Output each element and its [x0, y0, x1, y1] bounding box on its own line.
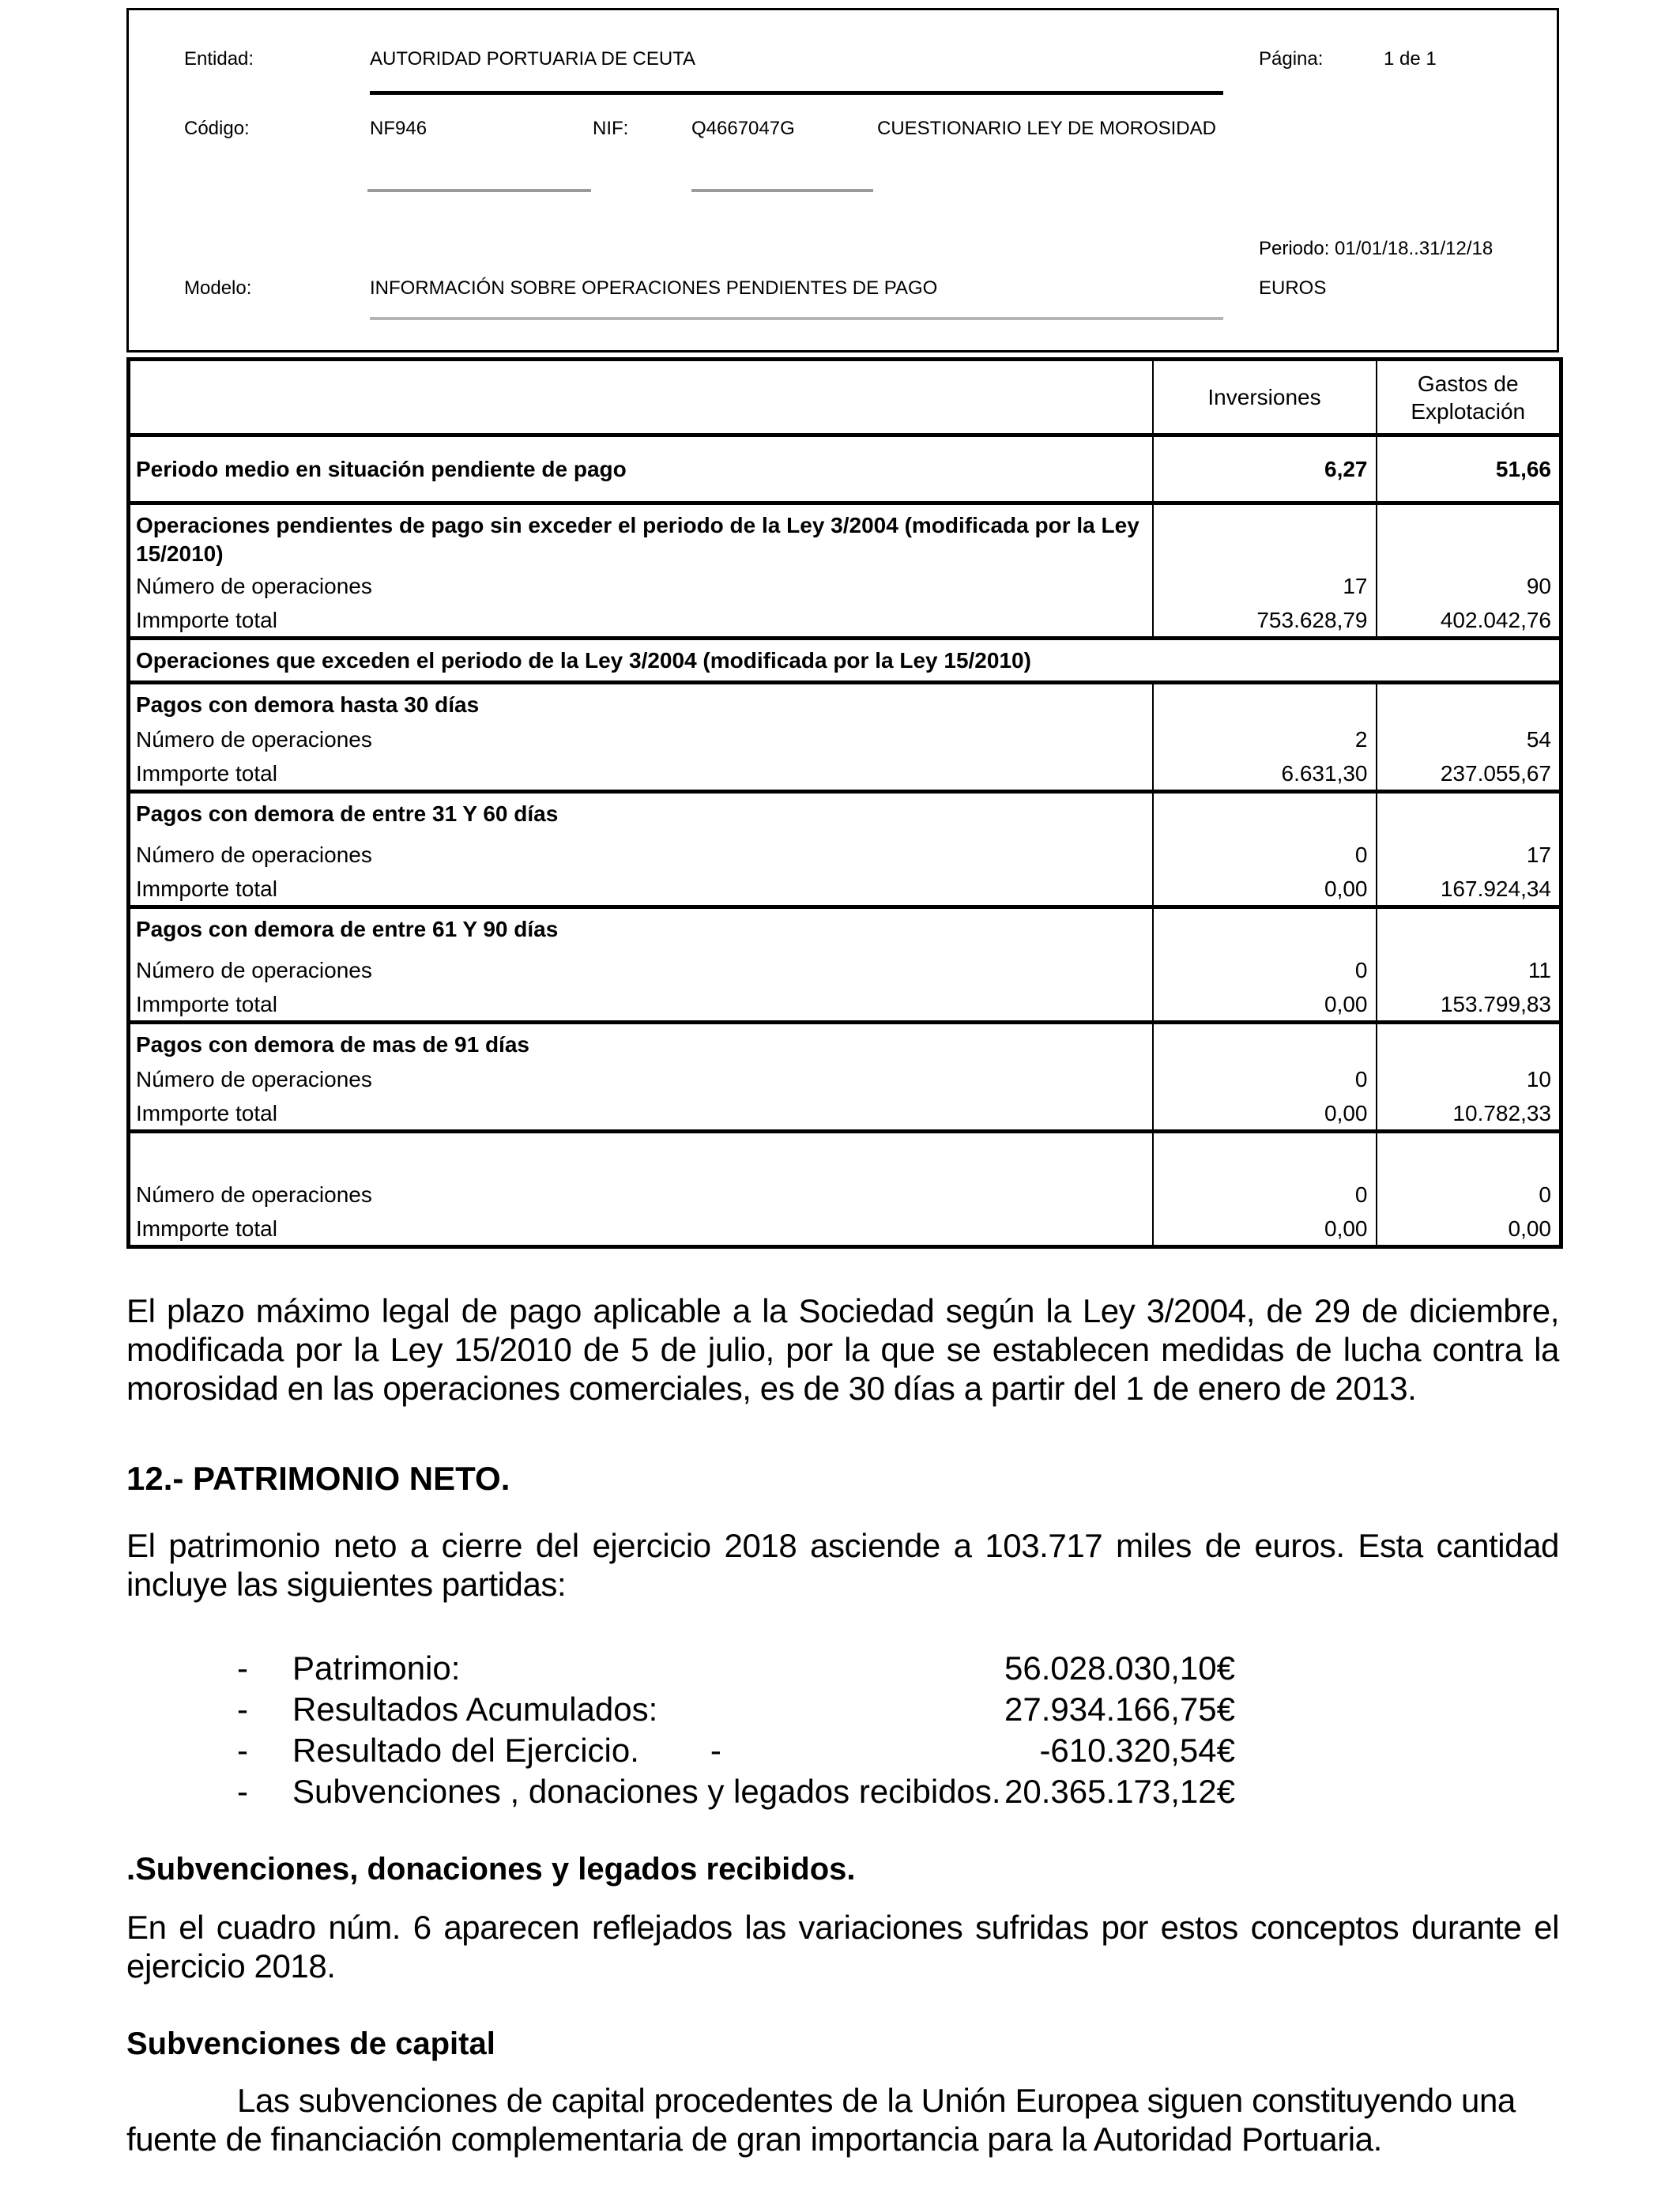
importe-total-label: Immporte total [136, 1216, 277, 1241]
modelo-value: INFORMACIÓN SOBRE OPERACIONES PENDIENTES DE PAGO [370, 277, 938, 299]
paragraph-subvenciones-capital: Las subvenciones de capital procedentes de la Unión Europea siguen constituyendo una fuente de financiación complementaria de gran importancia para la Autoridad Portuaria. [126, 2082, 1516, 2158]
group-sin-exceder-numero-row [129, 569, 1561, 604]
empty-cell [1153, 683, 1377, 722]
numero-inversiones-value: 0 [1153, 1178, 1377, 1212]
partida-amount: 27.934.166,75€ [1004, 1691, 1235, 1728]
entidad-underline [370, 91, 1223, 95]
group-sin-titulo-title [129, 1132, 1153, 1178]
modelo-underline [370, 317, 1223, 320]
importe-total-label: Immporte total [129, 757, 1153, 792]
list-item [237, 1730, 1235, 1771]
partida-amount: -610.320,54€ [1039, 1732, 1235, 1769]
paragraph-patrimonio-neto: El patrimonio neto a cierre del ejercicio 2018 asciende a 103.717 miles de euros. Esta cantidad incluye las siguientes partidas: [126, 1527, 1559, 1603]
group-hasta-30-importe-row [129, 757, 1561, 792]
entidad-label: Entidad: [184, 48, 254, 70]
numero-gastos-value: 54 [1377, 722, 1561, 757]
partidas-list [237, 1648, 1235, 1812]
codigo-value: NF946 [370, 118, 428, 139]
column-header-gastos-explotacion: Gastos de Explotación [1377, 360, 1561, 435]
numero-inversiones-value: 2 [1153, 722, 1377, 757]
euros-label: EUROS [1259, 277, 1327, 299]
row-operaciones-exceden [129, 639, 1561, 683]
numero-operaciones-label: Número de operaciones [136, 957, 372, 982]
importe-total-label: Immporte total [129, 1097, 1153, 1132]
importe-gastos-value: 237.055,67 [1377, 757, 1561, 792]
partida-label [292, 1730, 1039, 1771]
group-sin-exceder-title-row [129, 503, 1561, 569]
numero-operaciones-label: Número de operaciones [136, 573, 372, 598]
numero-gastos-value: 11 [1377, 953, 1561, 988]
heading-patrimonio-neto: 12.- PATRIMONIO NETO. [126, 1460, 510, 1497]
cuestionario-title: CUESTIONARIO LEY DE MOROSIDAD [877, 118, 1216, 139]
group-61-90-numero-row [129, 953, 1561, 988]
entidad-value: AUTORIDAD PORTUARIA DE CEUTA [370, 48, 696, 70]
group-mas-91-title: Pagos con demora de mas de 91 días [136, 1032, 529, 1057]
importe-gastos-value: 402.042,76 [1377, 604, 1561, 639]
partida-label: Subvenciones , donaciones y legados recibidos. [292, 1773, 1001, 1810]
paragraph-plazo-legal: El plazo máximo legal de pago aplicable a la Sociedad según la Ley 3/2004, de 29 de diciembre, modificada por la Ley 15/2010 de 5 de julio, por la que se establecen medidas de lucha contra la morosidad en las operaciones comerciales, es de 30 días a partir del 1 de enero de 2013. [126, 1292, 1559, 1407]
partida-amount: 20.365.173,12€ [1004, 1773, 1235, 1810]
nif-value: Q4667047G [691, 118, 795, 139]
partida-amount: 56.028.030,10€ [1004, 1649, 1235, 1687]
group-hasta-30-title: Pagos con demora hasta 30 días [136, 692, 480, 718]
codigo-underline [367, 189, 591, 192]
numero-operaciones-label: Número de operaciones [136, 842, 372, 867]
list-dash: - [237, 1649, 248, 1687]
numero-gastos-value: 0 [1377, 1178, 1561, 1212]
importe-gastos-value: 167.924,34 [1377, 873, 1561, 907]
group-31-60-numero-row [129, 838, 1561, 873]
numero-inversiones-value: 0 [1153, 953, 1377, 988]
list-dash: - [237, 1732, 248, 1769]
numero-gastos-value: 17 [1377, 838, 1561, 873]
numero-operaciones-label: Número de operaciones [136, 726, 372, 752]
empty-cell [1377, 503, 1561, 569]
empty-cell [1377, 683, 1561, 722]
group-sin-exceder-title: Operaciones pendientes de pago sin exceder el periodo de la Ley 3/2004 (modificada por la Ley 15/2010) [136, 513, 1139, 567]
importe-inversiones-value: 0,00 [1153, 873, 1377, 907]
operaciones-exceden-title: Operaciones que exceden el periodo de la Ley 3/2004 (modificada por la Ley 15/2010) [129, 639, 1561, 683]
periodo-medio-label: Periodo medio en situación pendiente de pago [129, 435, 1153, 503]
importe-total-label: Immporte total [129, 873, 1153, 907]
group-31-60-importe-row [129, 873, 1561, 907]
empty-cell [1377, 1132, 1561, 1178]
group-mas-91-numero-row [129, 1062, 1561, 1097]
periodo-value: Periodo: 01/01/18..31/12/18 [1259, 238, 1494, 259]
empty-cell [1377, 792, 1561, 838]
empty-cell [1377, 907, 1561, 953]
empty-cell [1153, 792, 1377, 838]
table-header-row [129, 360, 1561, 435]
numero-operaciones-label: Número de operaciones [136, 1066, 372, 1091]
numero-inversiones-value: 0 [1153, 1062, 1377, 1097]
importe-inversiones-value: 6.631,30 [1153, 757, 1377, 792]
numero-inversiones-value: 17 [1153, 569, 1377, 604]
paragraph-cuadro-6: En el cuadro núm. 6 aparecen reflejados las variaciones sufridas por estos conceptos durante el ejercicio 2018. [126, 1909, 1559, 1985]
group-sin-titulo-title-row [129, 1132, 1561, 1178]
numero-gastos-value: 90 [1377, 569, 1561, 604]
heading-subvenciones-capital: Subvenciones de capital [126, 2026, 495, 2061]
header-empty-cell [129, 360, 1153, 435]
group-61-90-importe-row [129, 988, 1561, 1023]
morosidad-table [126, 357, 1563, 1249]
list-item [237, 1771, 1235, 1812]
group-mas-91-importe-row [129, 1097, 1561, 1132]
list-item [237, 1648, 1235, 1689]
heading-subvenciones-donaciones: .Subvenciones, donaciones y legados recibidos. [126, 1852, 856, 1887]
empty-cell [1153, 503, 1377, 569]
pagina-value: 1 de 1 [1384, 48, 1437, 70]
group-61-90-title-row [129, 907, 1561, 953]
list-dash: - [237, 1691, 248, 1728]
group-sin-exceder-importe-row [129, 604, 1561, 639]
importe-inversiones-value: 0,00 [1153, 1097, 1377, 1132]
nif-label: NIF: [593, 118, 629, 139]
group-mas-91-title-row [129, 1023, 1561, 1062]
empty-cell [1377, 1023, 1561, 1062]
numero-gastos-value: 10 [1377, 1062, 1561, 1097]
numero-operaciones-label: Número de operaciones [136, 1182, 372, 1207]
importe-inversiones-value: 753.628,79 [1153, 604, 1377, 639]
form-header-box [126, 8, 1559, 352]
importe-gastos-value: 10.782,33 [1377, 1097, 1561, 1132]
empty-cell [1153, 1132, 1377, 1178]
group-61-90-title: Pagos con demora de entre 61 Y 90 días [136, 917, 559, 942]
column-header-inversiones: Inversiones [1153, 360, 1377, 435]
importe-total-label: Immporte total [129, 988, 1153, 1023]
partida-label: Resultados Acumulados: [292, 1691, 658, 1728]
codigo-label: Código: [184, 118, 250, 139]
importe-inversiones-value: 0,00 [1153, 988, 1377, 1023]
importe-gastos-value: 0,00 [1377, 1212, 1561, 1247]
row-periodo-medio [129, 435, 1561, 503]
nif-underline [691, 189, 873, 192]
group-hasta-30-title-row [129, 683, 1561, 722]
importe-inversiones-value: 0,00 [1153, 1212, 1377, 1247]
importe-total-label: Immporte total [129, 604, 1153, 639]
group-31-60-title-row [129, 792, 1561, 838]
empty-cell [1153, 907, 1377, 953]
periodo-medio-gastos: 51,66 [1377, 435, 1561, 503]
group-hasta-30-numero-row [129, 722, 1561, 757]
partida-extra-dash: - [710, 1732, 721, 1769]
document-body [126, 1280, 1559, 2158]
empty-cell [1153, 1023, 1377, 1062]
modelo-label: Modelo: [184, 277, 252, 299]
list-item [237, 1689, 1235, 1730]
list-dash: - [237, 1773, 248, 1810]
numero-inversiones-value: 0 [1153, 838, 1377, 873]
partida-label-text: Resultado del Ejercicio. [292, 1732, 639, 1769]
group-sin-titulo-numero-row [129, 1178, 1561, 1212]
pagina-label: Página: [1259, 48, 1324, 70]
group-31-60-title: Pagos con demora de entre 31 Y 60 días [136, 801, 559, 827]
periodo-medio-inversiones: 6,27 [1153, 435, 1377, 503]
partida-label: Patrimonio: [292, 1649, 461, 1687]
importe-gastos-value: 153.799,83 [1377, 988, 1561, 1023]
group-sin-titulo-importe-row [129, 1212, 1561, 1247]
